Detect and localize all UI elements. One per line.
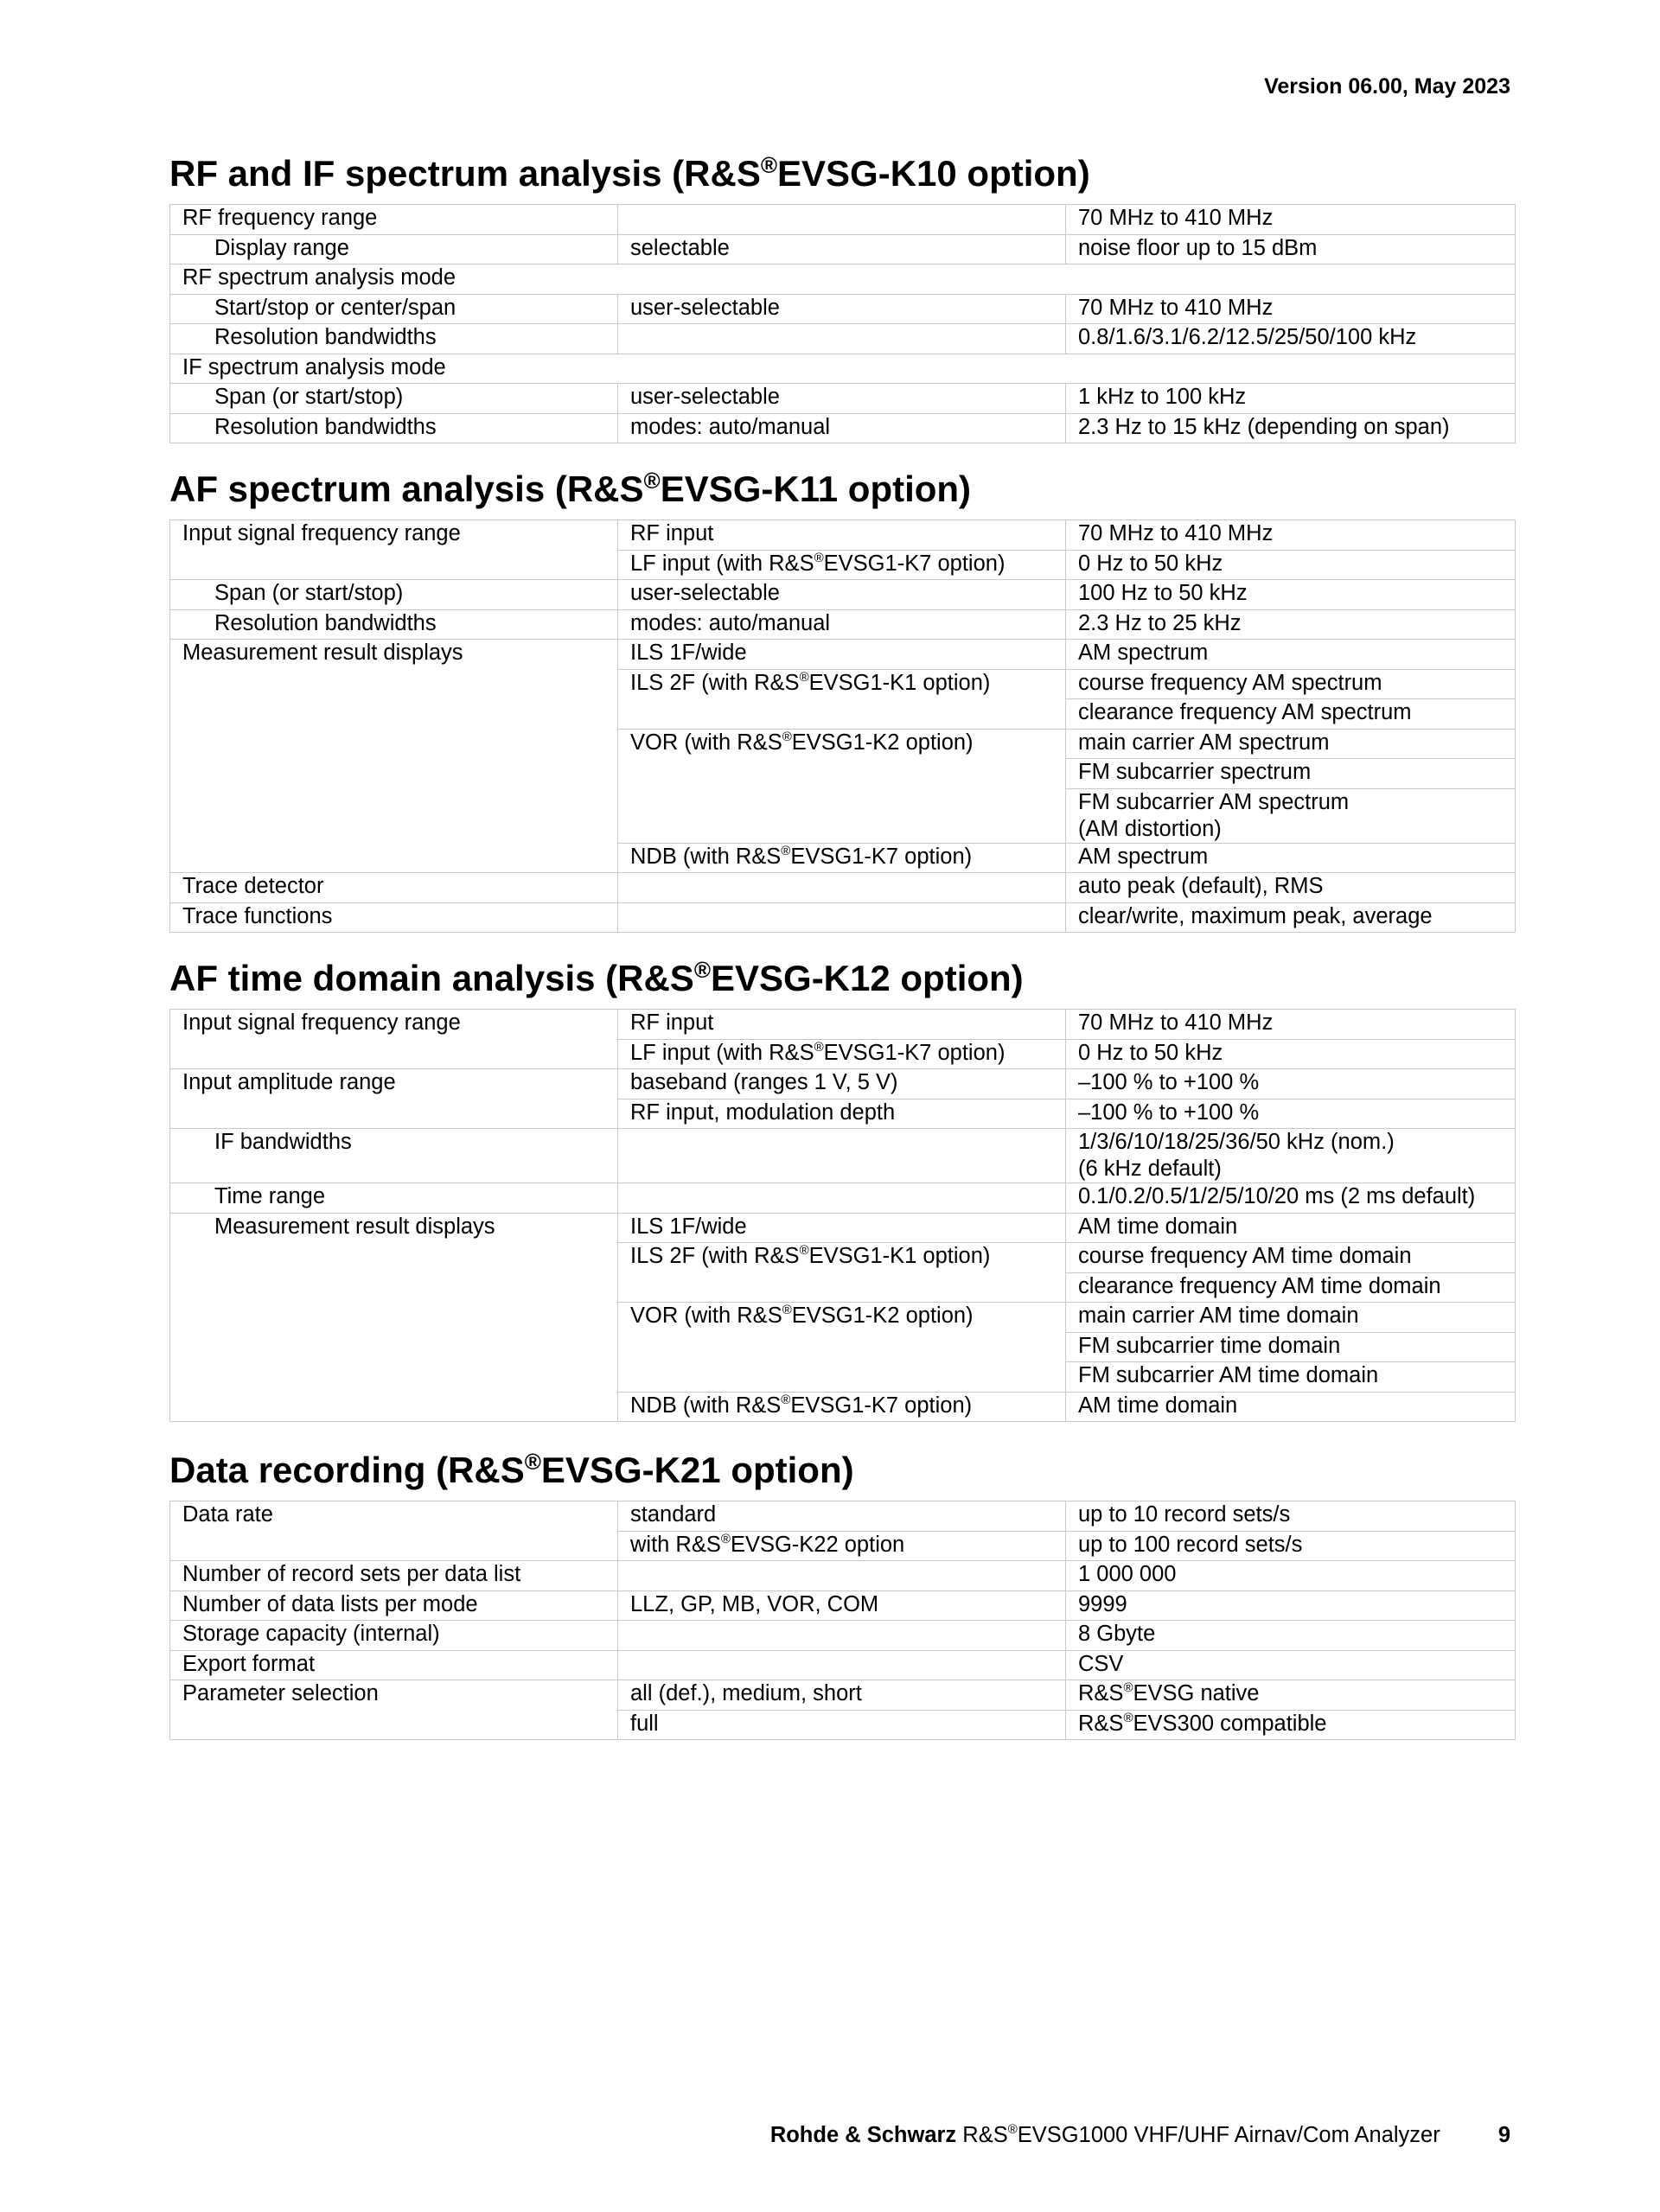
param-condition: ILS 2F (with R&S®EVSG1-K1 option) [618, 669, 1066, 729]
table-row [170, 1680, 1516, 1711]
param-condition: user-selectable [618, 384, 1066, 414]
table-row [170, 413, 1516, 443]
table-row [170, 640, 1516, 670]
param-value: AM spectrum [1066, 640, 1516, 670]
param-label: Span (or start/stop) [170, 580, 618, 610]
param-condition: selectable [618, 234, 1066, 265]
param-condition: VOR (with R&S®EVSG1-K2 option) [618, 729, 1066, 843]
param-value: AM time domain [1066, 1213, 1516, 1243]
param-label: RF frequency range [170, 205, 618, 235]
param-label: Display range [170, 234, 618, 265]
param-value: up to 100 record sets/s [1066, 1531, 1516, 1561]
param-condition [618, 1129, 1066, 1183]
param-value: AM time domain [1066, 1392, 1516, 1422]
table-row [170, 324, 1516, 354]
param-label: Number of record sets per data list [170, 1561, 618, 1591]
param-value: course frequency AM time domain [1066, 1243, 1516, 1273]
param-value: 8 Gbyte [1066, 1621, 1516, 1651]
param-value: 2.3 Hz to 15 kHz (depending on span) [1066, 413, 1516, 443]
param-value: 1 kHz to 100 kHz [1066, 384, 1516, 414]
param-label: Input signal frequency range [170, 520, 618, 580]
table-row [170, 294, 1516, 324]
param-condition: modes: auto/manual [618, 609, 1066, 640]
param-value: main carrier AM time domain [1066, 1303, 1516, 1333]
param-value: clear/write, maximum peak, average [1066, 902, 1516, 933]
section-title: RF and IF spectrum analysis (R&S®EVSG-K10 option) [169, 152, 1090, 194]
param-condition: standard [618, 1501, 1066, 1532]
table-row [170, 1183, 1516, 1214]
param-value: –100 % to +100 % [1066, 1099, 1516, 1129]
param-condition: with R&S®EVSG-K22 option [618, 1531, 1066, 1561]
param-value: 100 Hz to 50 kHz [1066, 580, 1516, 610]
param-condition: ILS 2F (with R&S®EVSG1-K1 option) [618, 1243, 1066, 1303]
param-value: FM subcarrier time domain [1066, 1332, 1516, 1362]
param-label: Resolution bandwidths [170, 413, 618, 443]
section-rf-if-spectrum [169, 147, 1515, 443]
param-group-label: IF spectrum analysis mode [170, 354, 1516, 384]
param-label: Start/stop or center/span [170, 294, 618, 324]
param-condition: RF input [618, 520, 1066, 551]
param-label: Trace functions [170, 902, 618, 933]
param-condition [618, 1650, 1066, 1680]
table-row [170, 354, 1516, 384]
param-condition: LF input (with R&S®EVSG1-K7 option) [618, 1039, 1066, 1069]
param-condition [618, 324, 1066, 354]
param-value: 0.1/0.2/0.5/1/2/5/10/20 ms (2 ms default) [1066, 1183, 1516, 1214]
table-row [170, 1650, 1516, 1680]
param-condition: modes: auto/manual [618, 413, 1066, 443]
param-value: R&S®EVSG native [1066, 1680, 1516, 1711]
param-condition: all (def.), medium, short [618, 1680, 1066, 1711]
table-row [170, 520, 1516, 551]
table-row [170, 1561, 1516, 1591]
param-value: 0.8/1.6/3.1/6.2/12.5/25/50/100 kHz [1066, 324, 1516, 354]
table-row [170, 580, 1516, 610]
param-value: FM subcarrier AM time domain [1066, 1362, 1516, 1393]
param-condition: NDB (with R&S®EVSG1-K7 option) [618, 843, 1066, 873]
param-label: Storage capacity (internal) [170, 1621, 618, 1651]
param-value: 70 MHz to 410 MHz [1066, 205, 1516, 235]
table-row [170, 873, 1516, 903]
param-value: 1/3/6/10/18/25/36/50 kHz (nom.) (6 kHz default) [1066, 1129, 1516, 1183]
param-value: –100 % to +100 % [1066, 1069, 1516, 1100]
param-label: IF bandwidths [170, 1129, 618, 1183]
param-label: Data rate [170, 1501, 618, 1561]
param-condition: user-selectable [618, 580, 1066, 610]
param-label: Number of data lists per mode [170, 1590, 618, 1621]
spec-table [169, 204, 1516, 443]
param-value: 0 Hz to 50 kHz [1066, 1039, 1516, 1069]
param-value: 70 MHz to 410 MHz [1066, 520, 1516, 551]
table-row [170, 205, 1516, 235]
table-row [170, 234, 1516, 265]
param-label: Time range [170, 1183, 618, 1214]
param-value: 70 MHz to 410 MHz [1066, 1010, 1516, 1040]
param-value: AM spectrum [1066, 843, 1516, 873]
table-row [170, 1590, 1516, 1621]
table-row [170, 1501, 1516, 1532]
spec-table [169, 1009, 1516, 1422]
param-label: Input signal frequency range [170, 1010, 618, 1069]
section-data-recording [169, 1444, 1515, 1740]
param-value: clearance frequency AM time domain [1066, 1272, 1516, 1303]
param-condition [618, 873, 1066, 903]
section-af-time-domain [169, 952, 1515, 1422]
param-condition: LF input (with R&S®EVSG1-K7 option) [618, 550, 1066, 580]
param-value: up to 10 record sets/s [1066, 1501, 1516, 1532]
version-label: Version 06.00, May 2023 [1264, 74, 1510, 99]
page-footer [770, 2123, 1510, 2148]
section-title: AF spectrum analysis (R&S®EVSG-K11 option) [169, 468, 972, 509]
section-title: AF time domain analysis (R&S®EVSG-K12 option) [169, 957, 1024, 998]
param-value: R&S®EVS300 compatible [1066, 1710, 1516, 1740]
param-condition [618, 205, 1066, 235]
param-label: Trace detector [170, 873, 618, 903]
param-condition [618, 902, 1066, 933]
param-value: main carrier AM spectrum [1066, 729, 1516, 759]
param-value: FM subcarrier spectrum [1066, 759, 1516, 789]
spec-table [169, 1501, 1516, 1740]
spec-table [169, 520, 1516, 933]
table-row [170, 1129, 1516, 1183]
footer-company: Rohde & Schwarz [769, 2123, 957, 2147]
param-label: Input amplitude range [170, 1069, 618, 1129]
section-title: Data recording (R&S®EVSG-K21 option) [169, 1449, 854, 1490]
param-condition: NDB (with R&S®EVSG1-K7 option) [618, 1392, 1066, 1422]
param-value: 1 000 000 [1066, 1561, 1516, 1591]
table-row [170, 384, 1516, 414]
footer-product: R&S®EVSG1000 VHF/UHF Airnav/Com Analyzer [962, 2122, 1440, 2147]
table-row [170, 265, 1516, 295]
param-value: noise floor up to 15 dBm [1066, 234, 1516, 265]
param-label: Export format [170, 1650, 618, 1680]
table-row [170, 1010, 1516, 1040]
param-condition: RF input [618, 1010, 1066, 1040]
param-condition: user-selectable [618, 294, 1066, 324]
param-value: CSV [1066, 1650, 1516, 1680]
param-condition [618, 1183, 1066, 1214]
param-value: 2.3 Hz to 25 kHz [1066, 609, 1516, 640]
param-value: 70 MHz to 410 MHz [1066, 294, 1516, 324]
param-value: 9999 [1066, 1590, 1516, 1621]
table-row [170, 1621, 1516, 1651]
param-label: Measurement result displays [170, 1213, 618, 1422]
param-label: Span (or start/stop) [170, 384, 618, 414]
param-label: Resolution bandwidths [170, 324, 618, 354]
param-label: Measurement result displays [170, 640, 618, 873]
param-condition: RF input, modulation depth [618, 1099, 1066, 1129]
table-row [170, 1213, 1516, 1243]
param-condition: baseband (ranges 1 V, 5 V) [618, 1069, 1066, 1100]
param-condition: ILS 1F/wide [618, 1213, 1066, 1243]
param-label: Parameter selection [170, 1680, 618, 1740]
table-row [170, 1069, 1516, 1100]
param-group-label: RF spectrum analysis mode [170, 265, 1516, 295]
table-row [170, 902, 1516, 933]
param-value: 0 Hz to 50 kHz [1066, 550, 1516, 580]
param-label: Resolution bandwidths [170, 609, 618, 640]
param-value: auto peak (default), RMS [1066, 873, 1516, 903]
param-condition [618, 1621, 1066, 1651]
param-condition: ILS 1F/wide [618, 640, 1066, 670]
page-number: 9 [1497, 2123, 1510, 2147]
param-value: course frequency AM spectrum [1066, 669, 1516, 699]
param-condition [618, 1561, 1066, 1591]
param-condition: LLZ, GP, MB, VOR, COM [618, 1590, 1066, 1621]
param-condition: full [618, 1710, 1066, 1740]
param-value: FM subcarrier AM spectrum (AM distortion) [1066, 788, 1516, 843]
param-value: clearance frequency AM spectrum [1066, 699, 1516, 730]
section-af-spectrum [169, 462, 1515, 933]
param-condition: VOR (with R&S®EVSG1-K2 option) [618, 1303, 1066, 1393]
table-row [170, 609, 1516, 640]
